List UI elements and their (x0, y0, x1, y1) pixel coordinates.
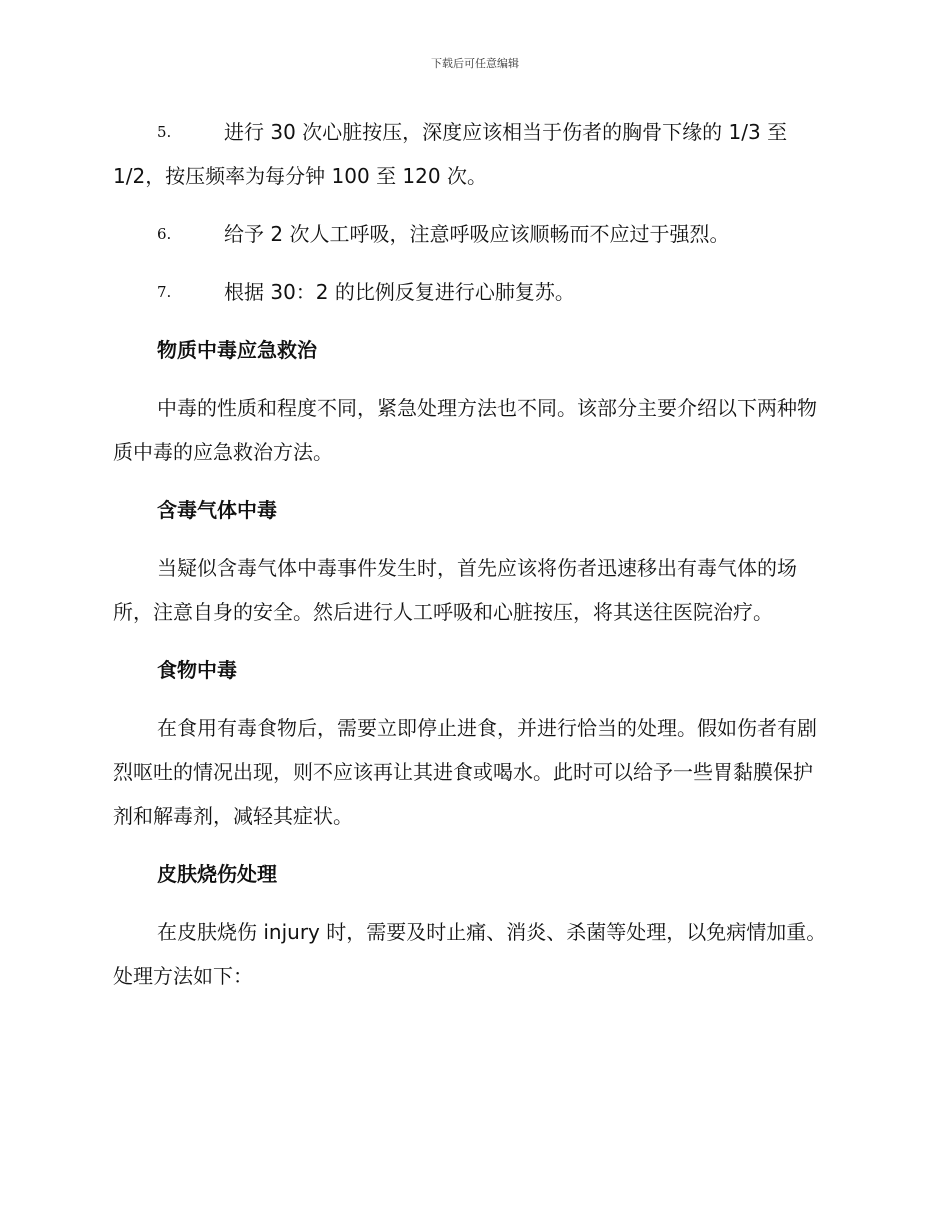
section-heading: 食物中毒 (157, 658, 237, 682)
list-item (113, 110, 830, 198)
page-header: 下载后可任意编辑 (431, 57, 519, 70)
section-heading: 物质中毒应急救治 (157, 338, 317, 362)
list-text: 根据 30：2 的比例反复进行心肺复苏。 (224, 280, 575, 304)
list-text: 给予 2 次人工呼吸，注意呼吸应该顺畅而不应过于强烈。 (224, 222, 730, 246)
list-number: 7. (157, 283, 172, 301)
section-paragraph: 当疑似含毒气体中毒事件发生时，首先应该将伤者迅速移出有毒气体的场所，注意自身的安全。然后进行人工呼吸和心脏按压，将其送往医院治疗。 (113, 556, 797, 624)
list-number: 5. (157, 123, 172, 141)
list-item (113, 212, 830, 256)
document-body (113, 110, 830, 1012)
list-number: 6. (157, 225, 172, 243)
section-heading: 皮肤烧伤处理 (157, 862, 277, 886)
list-text: 进行 30 次心脏按压，深度应该相当于伤者的胸骨下缘的 1/3 至 1/2，按压频率为每分钟 100 至 120 次。 (113, 120, 788, 188)
list-item (113, 270, 830, 314)
section-paragraph: 在皮肤烧伤 injury 时，需要及时止痛、消炎、杀菌等处理，以免病情加重。处理方法如下： (113, 920, 827, 988)
section-heading: 含毒气体中毒 (157, 498, 277, 522)
section-paragraph: 在食用有毒食物后，需要立即停止进食，并进行恰当的处理。假如伤者有剧烈呕吐的情况出现，则不应该再让其进食或喝水。此时可以给予一些胃黏膜保护剂和解毒剂，减轻其症状。 (113, 716, 817, 828)
section-paragraph: 中毒的性质和程度不同，紧急处理方法也不同。该部分主要介绍以下两种物质中毒的应急救治方法。 (113, 396, 817, 464)
